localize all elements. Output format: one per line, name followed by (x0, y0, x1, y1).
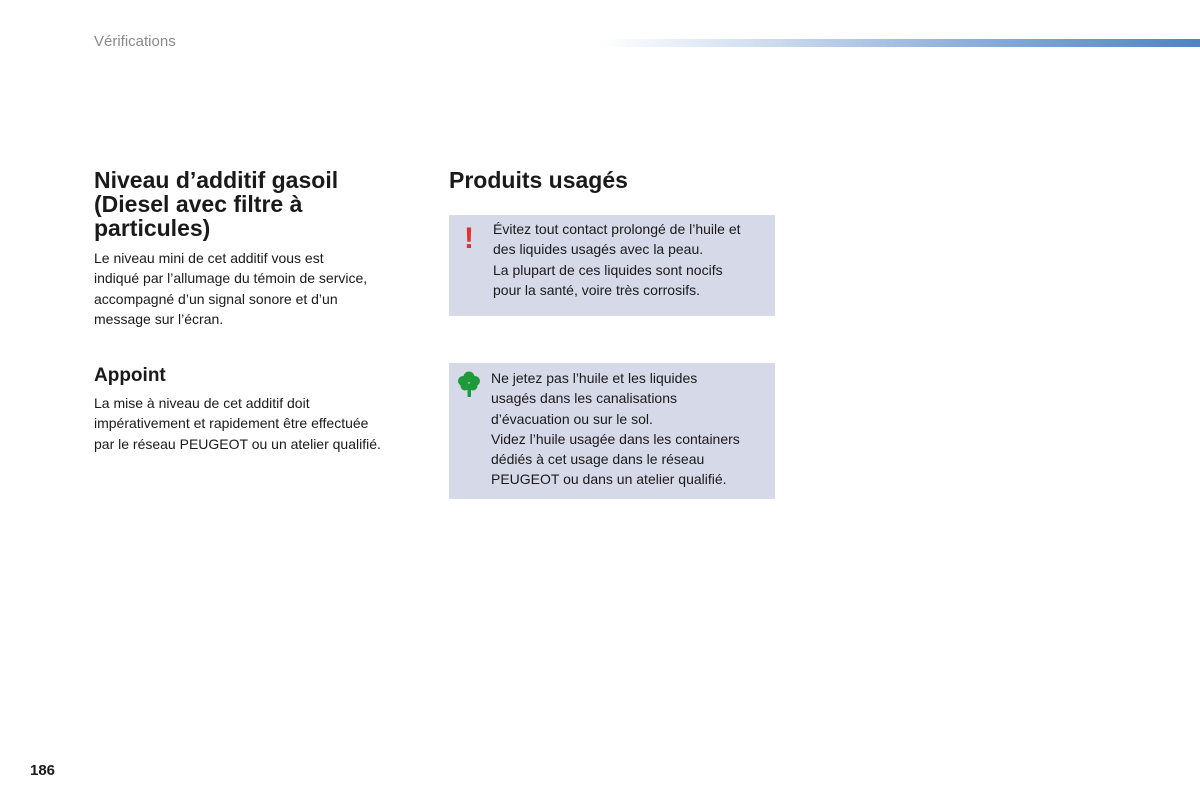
warning-box (449, 215, 775, 316)
title-line: (Diesel avec filtre à (94, 191, 303, 217)
title-line: Niveau d’additif gasoil (94, 167, 339, 193)
left-column (94, 168, 414, 454)
environment-line: d’évacuation ou sur le sol. (491, 410, 653, 427)
used-products-title: Produits usagés (449, 167, 628, 193)
paragraph-line: La mise à niveau de cet additif doit (94, 395, 310, 412)
warning-line: pour la santé, voire très corrosifs. (493, 281, 700, 298)
paragraph-line: Le niveau mini de cet additif vous est (94, 250, 324, 266)
environment-line: usagés dans les canalisations (491, 390, 678, 407)
paragraph-line: indiqué par l’allumage du témoin de service, (94, 270, 368, 287)
paragraph-line: accompagné d’un signal sonore et d’un (94, 290, 338, 307)
environment-line: Ne jetez pas l’huile et les liquides (491, 370, 698, 386)
warning-line: des liquides usagés avec la peau. (493, 241, 704, 258)
paragraph-line: message sur l’écran. (94, 310, 224, 327)
paragraph-line: par le réseau PEUGEOT ou un atelier qualifié. (94, 435, 381, 452)
title-line: particules) (94, 215, 211, 241)
right-column (449, 168, 775, 192)
header-gradient-bar (600, 39, 1200, 47)
warning-text (493, 219, 769, 300)
warning-line: La plupart de ces liquides sont nocifs (493, 261, 723, 278)
environment-line: PEUGEOT ou dans un atelier qualifié. (491, 471, 727, 488)
environment-box (449, 363, 775, 499)
section-header: Vérifications (94, 33, 176, 50)
environment-text (491, 368, 769, 490)
exclamation-icon: ! (464, 222, 474, 255)
paragraph-line: impérativement et rapidement être effectuée (94, 415, 369, 432)
appoint-paragraph (94, 393, 414, 454)
additive-level-paragraph (94, 248, 414, 329)
additive-level-title (94, 168, 414, 240)
environment-line: Videz l’huile usagée dans les containers (491, 430, 740, 447)
warning-line: Évitez tout contact prolongé de l’huile et (493, 221, 741, 237)
page-number: 186 (30, 762, 56, 779)
appoint-title: Appoint (94, 365, 166, 387)
tree-icon (457, 371, 481, 403)
environment-line: dédiés à cet usage dans le réseau (491, 451, 705, 468)
